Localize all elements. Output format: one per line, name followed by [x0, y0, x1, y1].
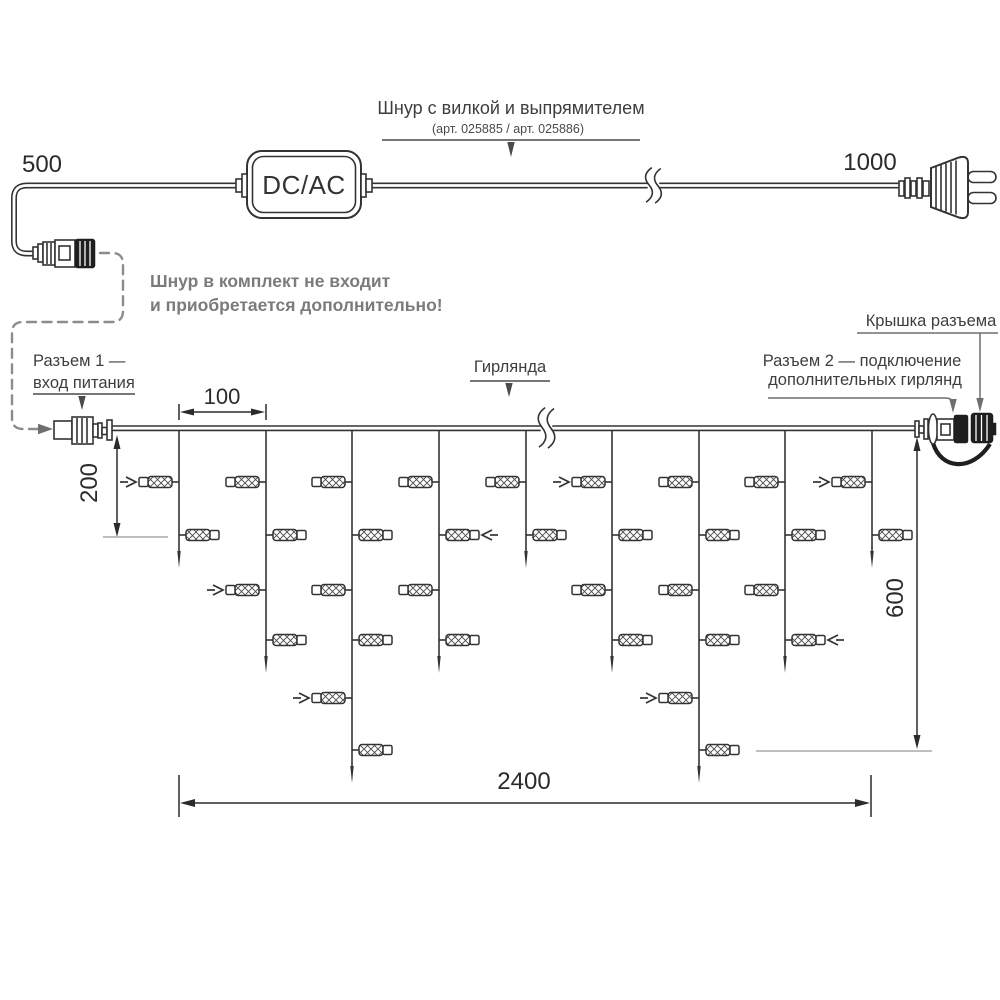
led-bulb-icon	[186, 530, 210, 541]
led-bulb-icon	[446, 635, 470, 646]
dc-ac-adapter	[236, 151, 372, 218]
dashed-connection-path	[12, 253, 123, 434]
bulb-direction-arrow-icon	[828, 635, 844, 645]
led-bulb-icon	[619, 635, 643, 646]
led-bulb-icon	[668, 585, 692, 596]
connector1-label-line2: вход питания	[33, 374, 135, 392]
led-bulb-icon	[446, 530, 470, 541]
bulb-direction-arrow-icon	[207, 585, 223, 595]
connector1-label-block	[33, 352, 135, 410]
cord-end-connector	[33, 239, 95, 268]
dim-garland-length	[179, 768, 871, 817]
svg-text:600: 600	[882, 577, 909, 619]
garland-drop	[486, 431, 566, 568]
led-bulb-icon	[754, 585, 778, 596]
cap-label: Крышка разъема	[865, 312, 997, 330]
led-bulb-icon	[321, 585, 345, 596]
svg-text:200: 200	[76, 462, 103, 504]
garland-input-connector	[54, 417, 112, 444]
garland-drop	[640, 431, 739, 783]
led-bulb-icon	[581, 477, 605, 488]
bulb-direction-arrow-icon	[120, 477, 136, 487]
garland-drop	[207, 431, 306, 673]
garland-label-block	[470, 358, 550, 397]
led-bulb-icon	[581, 585, 605, 596]
bulb-direction-arrow-icon	[482, 530, 498, 540]
svg-text:100: 100	[203, 384, 241, 409]
led-bulb-icon	[148, 477, 172, 488]
led-bulb-icon	[359, 635, 383, 646]
led-bulb-icon	[359, 745, 383, 756]
connector2-label-line1: Разъем 2 — подключение	[762, 352, 962, 370]
led-bulb-icon	[408, 585, 432, 596]
led-bulb-icon	[706, 635, 730, 646]
garland-drop	[553, 431, 652, 673]
led-bulb-icon	[879, 530, 903, 541]
power-plug	[899, 157, 996, 218]
note-line1: Шнур в комплект не входит	[150, 271, 391, 291]
led-bulb-icon	[321, 693, 345, 704]
garland-drop	[120, 431, 219, 568]
led-bulb-icon	[235, 477, 259, 488]
led-bulb-icon	[792, 635, 816, 646]
connector2-label-line2: дополнительных гирлянд	[768, 371, 962, 389]
led-bulb-icon	[619, 530, 643, 541]
led-bulb-icon	[841, 477, 865, 488]
led-bulb-icon	[408, 477, 432, 488]
led-bulb-icon	[792, 530, 816, 541]
cord-article-numbers: (арт. 025885 / арт. 025886)	[432, 122, 584, 136]
svg-text:2400: 2400	[497, 768, 551, 795]
led-bulb-icon	[754, 477, 778, 488]
led-bulb-icon	[533, 530, 557, 541]
connector2-label-block	[763, 352, 963, 413]
led-bulb-icon	[321, 477, 345, 488]
led-bulb-icon	[706, 530, 730, 541]
led-bulb-icon	[668, 477, 692, 488]
garland-drops	[120, 431, 912, 783]
led-bulb-icon	[668, 693, 692, 704]
led-bulb-icon	[273, 530, 297, 541]
dim-drop-spacing	[179, 384, 266, 420]
led-bulb-icon	[235, 585, 259, 596]
dim-500: 500	[21, 151, 63, 178]
connector1-label-line1: Разъем 1 —	[33, 352, 126, 370]
bulb-direction-arrow-icon	[640, 693, 656, 703]
dim-1000: 1000	[843, 149, 897, 176]
led-bulb-icon	[359, 530, 383, 541]
garland-drop	[293, 431, 392, 783]
cap-leash	[933, 443, 990, 464]
bulb-direction-arrow-icon	[813, 477, 829, 487]
bulb-direction-arrow-icon	[293, 693, 309, 703]
garland-drop	[399, 431, 498, 673]
note-line2: и приобретается дополнительно!	[150, 295, 443, 315]
garland-label: Гирлянда	[473, 358, 547, 376]
garland-end-connector	[915, 413, 996, 464]
garland-drop	[745, 431, 844, 673]
bulb-direction-arrow-icon	[553, 477, 569, 487]
adapter-label: DC/AC	[262, 170, 346, 200]
led-bulb-icon	[706, 745, 730, 756]
cord-title: Шнур с вилкой и выпрямителем	[377, 98, 645, 118]
cord-title-block	[377, 98, 644, 157]
power-cord-right	[370, 165, 900, 206]
led-bulb-icon	[273, 635, 297, 646]
led-bulb-icon	[495, 477, 519, 488]
garland-drop	[813, 431, 912, 568]
